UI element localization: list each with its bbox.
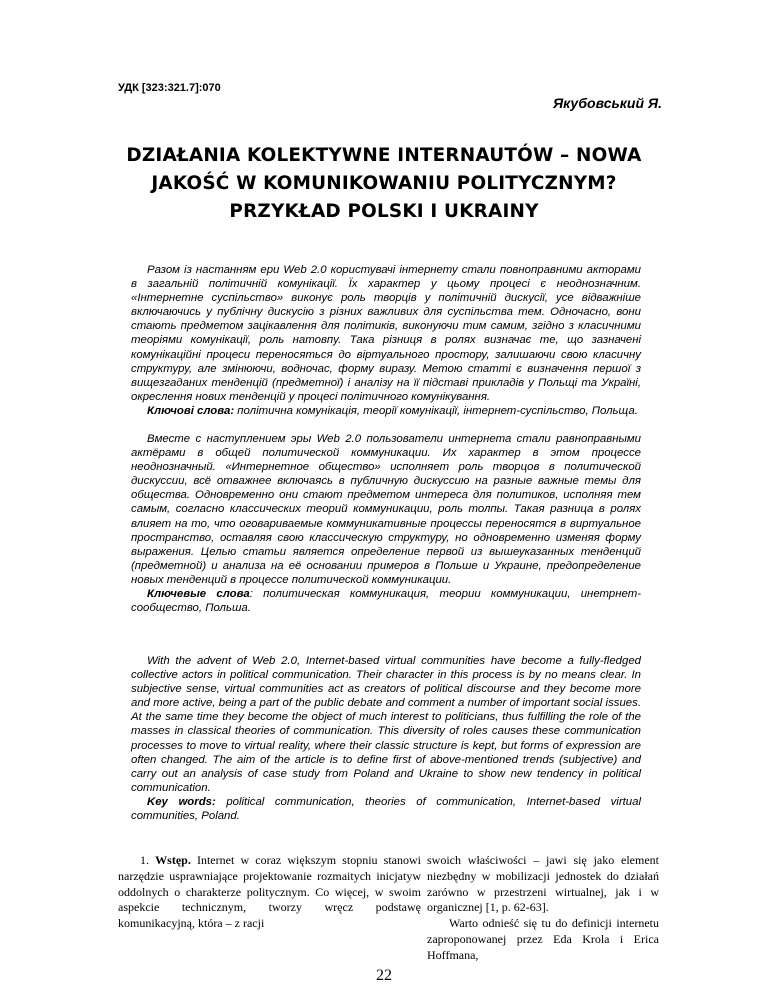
section-heading: Wstęp. <box>155 853 191 867</box>
keywords-en-label: Key words: <box>147 795 216 808</box>
intro-text: Internet w coraz większym stopniu stanowi narzędzie usprawniające projektowanie rozmaitych inicjatyw oddolnych o charakterze politycznym. Co więcej, w swoim aspekcie technicznym, tworzy wręcz podstawę komunikacyjną, która – z racji <box>118 853 422 931</box>
keywords-en <box>131 795 641 823</box>
body-column-left <box>118 853 421 932</box>
abstract-en-text: With the advent of Web 2.0, Internet-based virtual communities have become a fully-fledged collective actors in political communication. Their character in this process is by no means clear. In subjective sense, virtual communities act as creators of political discourse and they become more and more active, being a part of the public debate and comment a number of important social issues. At the same time they become the object of much interest to politicians, thus fulfilling the role of the masses in classical theories of communication. This diversity of roles causes these communication processes to move to virtual reality, where their classic structure is kept, but forms of expression are often changed. The aim of the article is to define first of above-mentioned trends (subjective) and carry out an analysis of case study from Poland and Ukraine to show new tendency in political communication. <box>131 655 641 794</box>
title-line-2: JAKOŚĆ W KOMUNIKOWANIU POLITYCZNYM? <box>151 173 617 194</box>
abstract-ukrainian <box>131 263 641 418</box>
keywords-ru <box>131 587 641 615</box>
keywords-uk <box>131 404 641 418</box>
title-line-3: PRZYKŁAD POLSKI I UKRAINY <box>229 201 539 222</box>
abstract-russian <box>131 432 641 615</box>
title-line-1: DZIAŁANIA KOLEKTYWNE INTERNAUTÓW – NOWA <box>126 145 642 166</box>
article-title <box>80 142 688 226</box>
keywords-ru-label: Ключевые слова <box>147 588 250 601</box>
page-number: 22 <box>376 967 392 984</box>
abstract-ru-text: Вместе с наступлением эры Web 2.0 пользователи интернета стали равноправными актёрами в общей политической коммуникации. Их характер в этом процессе неоднозначный. «Интернетное общество» исполняет роль творцов в политической дискуссии, всё отважнее включаясь в публичную дискуссию на разные важные темы для общества. Одновременно они стают предметом интереса для политиков, исполняя тем самым, согласно классических теорий коммуникации, роль толпы. Такая разница в ролях влияет на то, что оговариваемые коммуникативные процессы переносятся в виртуальное пространство, оставляя свою классическую структуру, но одновременно изменяя форму выражения. Целью статьи является определение первой из вышеуказанных тенденций (предметной) и анализа на её основании примеров в Польше и Украине, предопределение новых тенденций в процессе политической коммуникации. <box>131 433 641 586</box>
udk-code: УДК [323:321.7]:070 <box>118 82 221 94</box>
right-paragraph-1: swoich właściwości – jawi się jako element niezbędny w mobilizacji jednostek do działań zarówno w przestrzeni wirtualnej, jak i w organicznej [1, p. 62-63]. <box>427 853 659 915</box>
body-column-right <box>427 853 659 964</box>
keywords-ru-text: : политическая коммуникация, теории коммуникации, инетрнет-сообщество, Польша. <box>131 588 641 615</box>
section-number: 1. <box>140 853 149 867</box>
abstract-english <box>131 654 641 823</box>
right-paragraph-2: Warto odnieść się tu do definicji internetu zaproponowanej przez Eda Krola i Erica Hoffmana, <box>427 916 659 962</box>
keywords-uk-text: політична комунікація, теорії комунікації, інтернет-суспільство, Польща. <box>234 404 638 417</box>
keywords-en-text: political communication, theories of communication, Internet-based virtual communities, Poland. <box>131 795 641 823</box>
abstract-uk-text: Разом із настанням ери Web 2.0 користувачі інтернету стали повноправними акторами в загальній політичній комунікації. Їх характер у цьому процесі є неоднозначним. «Інтернетне суспільство» виконує роль творців у політичній дискусії, усе відважніше включаючись у публічну дискусію з різних важливих для суспільства тем. Одночасно, вони стають предметом зацікавлення для політиків, виконуючи тим самим, згідно з класичними теоріями комунікації, роль натовпу. Така різниця в ролях визначає те, що зазначені комунікаційні процеси переносяться до віртуального простору, залишаючи свою класичну структуру, але змінюючи, водночас, форму виразу. Метою статті є визначення першої з вищезгаданих тенденцій (предметної) і аналізу на її підставі прикладів у Польщі та Україні, окреслення нових тенденцій у процесі політичного комунікування. <box>131 264 641 403</box>
intro-paragraph <box>118 853 421 932</box>
keywords-uk-label: Ключові слова: <box>147 404 235 417</box>
author-name: Якубовський Я. <box>552 95 662 111</box>
